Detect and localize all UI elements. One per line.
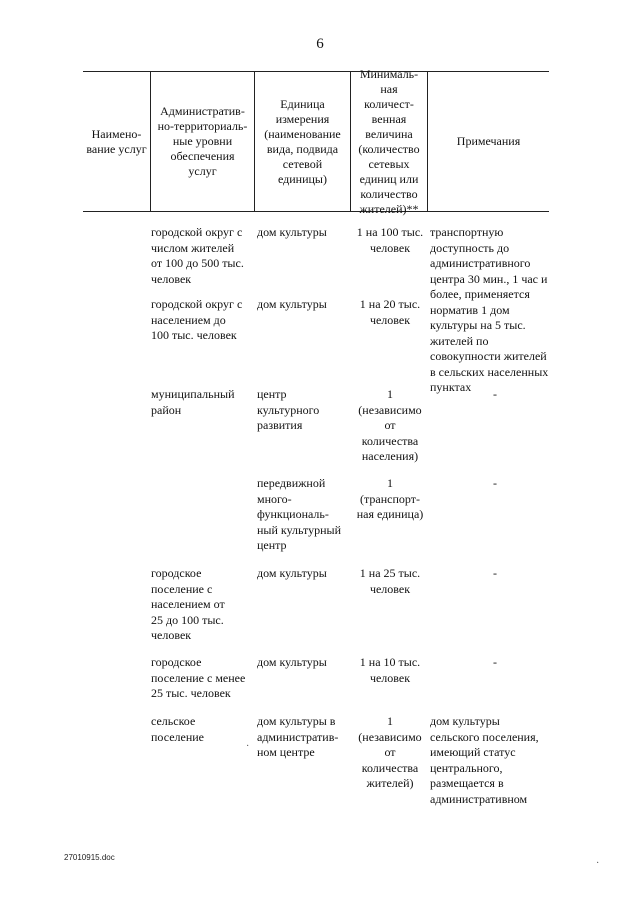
row-level: сельское поселение [151, 714, 205, 744]
row-unit: дом культуры в административ- ном центре [257, 714, 339, 759]
row-min: 1 на 25 тыс. человек [359, 566, 421, 596]
row-note: - [493, 387, 497, 401]
row-level: городской округ с числом жителей от 100 до 500 тыс. человек [151, 225, 244, 286]
row-note: - [493, 655, 497, 669]
row-unit: дом культуры [257, 297, 327, 311]
header-notes: Примечания [427, 72, 549, 211]
table-header [83, 66, 549, 216]
row-level: городское поселение с населением от 25 до 100 тыс. человек [151, 566, 225, 642]
row-min: 1 на 100 тыс. человек [356, 225, 424, 255]
row-note: - [493, 476, 497, 490]
header-unit: Единица измерения (наименование вида, подвида сетевой единицы) [254, 72, 350, 211]
row-note: дом культуры сельского поселения, имеющий статус центрального, размещается в административном [430, 714, 539, 806]
row-note: - [493, 566, 497, 580]
scan-mark: · [596, 858, 600, 869]
page-number: 6 [316, 36, 324, 52]
row-min: 1 (транспорт- ная единица) [356, 476, 424, 521]
row-level: муниципальный район [151, 387, 235, 417]
row-level: городской округ с населением до 100 тыс. человек [151, 297, 243, 342]
row-min: 1 на 20 тыс. человек [359, 297, 421, 327]
header-service-name: Наимено- вание услуг [86, 126, 147, 156]
row-level: городское поселение с менее 25 тыс. человек [151, 655, 246, 700]
row-unit: дом культуры [257, 225, 327, 239]
header-admin-level: Административ- но-территориаль- ные уровни обеспечения услуг [150, 72, 254, 211]
scan-mark: · [246, 741, 250, 752]
row-min: 1 (независимо от количества населения) [358, 387, 422, 463]
row-unit: дом культуры [257, 566, 327, 580]
row-min: 1 на 10 тыс. человек [359, 655, 421, 685]
row-unit: центр культурного развития [257, 387, 320, 432]
row-note: транспортную доступность до административного центра 30 мин., 1 час и более, применяется норматив 1 дом культуры на 5 тыс. жителей по совокупности жителей в сельских населенных пунктах [430, 225, 549, 394]
row-min: 1 (независимо от количества жителей) [358, 714, 422, 790]
row-unit: дом культуры [257, 655, 327, 669]
row-unit: передвижной много- функциональ- ный культурный центр [257, 476, 342, 552]
header-min-value: Минималь- ная количест- венная величина (количество сетевых единиц или количество жителей)** [350, 72, 427, 211]
footer-doc-name: 27010915.doc [64, 853, 115, 862]
